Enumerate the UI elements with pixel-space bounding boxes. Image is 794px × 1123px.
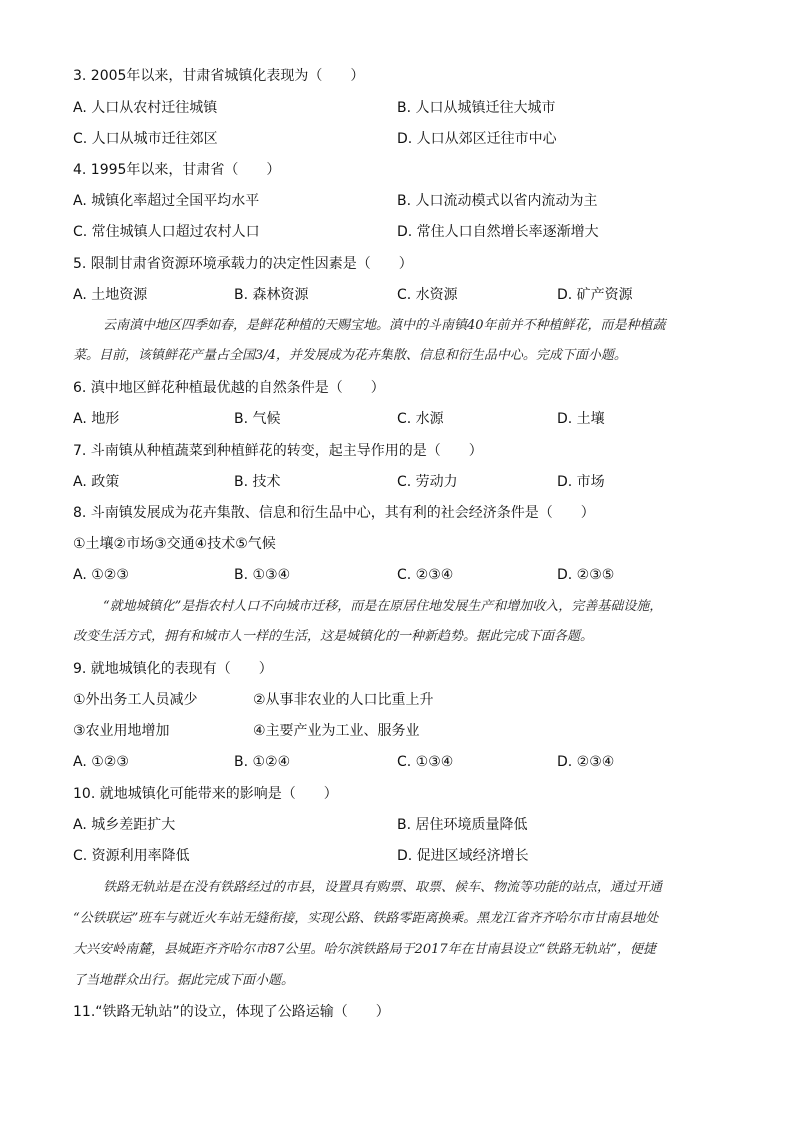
question-8-option-b: B. ①③④	[234, 567, 291, 583]
passage-3-line-2: “公铁联运”班车与就近火车站无缝衔接，实现公路、铁路零距离换乘。黑龙江省齐齐哈尔市甘南县地处	[73, 911, 659, 926]
question-9-stem: 9. 就地城镇化的表现有（ ）	[73, 661, 273, 677]
question-5-stem: 5. 限制甘肃省资源环境承载力的决定性因素是（ ）	[73, 256, 413, 272]
question-8-option-c: C. ②③④	[397, 567, 454, 583]
question-9-condition-4: ④主要产业为工业、服务业	[253, 723, 420, 739]
question-5-option-b: B. 森林资源	[234, 287, 309, 303]
question-7-option-a: A. 政策	[73, 474, 120, 490]
question-9-condition-3: ③农业用地增加	[73, 723, 170, 739]
question-8-conditions: ①土壤②市场③交通④技术⑤气候	[73, 536, 276, 552]
question-5-option-a: A. 土地资源	[73, 287, 148, 303]
question-11-stem: 11.“铁路无轨站”的设立，体现了公路运输（ ）	[73, 1004, 390, 1020]
question-9-option-a: A. ①②③	[73, 754, 129, 770]
question-6-option-d: D. 土壤	[557, 411, 605, 427]
question-6-option-b: B. 气候	[234, 411, 281, 427]
question-3-option-c: C. 人口从城市迁往郊区	[73, 131, 218, 147]
question-9-option-c: C. ①③④	[397, 754, 454, 770]
question-4-option-a: A. 城镇化率超过全国平均水平	[73, 193, 260, 209]
passage-1-line-2: 菜。目前，该镇鲜花产量占全国3/4，并发展成为花卉集散、信息和衍生品中心。完成下面小题。	[73, 348, 627, 363]
question-8-option-d: D. ②③⑤	[557, 567, 615, 583]
question-7-option-c: C. 劳动力	[397, 474, 458, 490]
question-9-option-d: D. ②③④	[557, 754, 615, 770]
question-6-option-c: C. 水源	[397, 411, 444, 427]
question-3-option-b: B. 人口从城镇迁往大城市	[397, 100, 556, 116]
question-9-option-b: B. ①②④	[234, 754, 291, 770]
passage-2-line-2: 改变生活方式，拥有和城市人一样的生活，这是城镇化的一种新趋势。据此完成下面各题。	[73, 629, 594, 644]
question-9-condition-1: ①外出务工人员减少	[73, 692, 198, 708]
question-5-option-d: D. 矿产资源	[557, 287, 633, 303]
passage-3-line-1: 铁路无轨站是在没有铁路经过的市县，设置具有购票、取票、候车、物流等功能的站点，通过开通	[103, 880, 663, 895]
passage-1-line-1: 云南滇中地区四季如春，是鲜花种植的天赐宝地。滇中的斗南镇40年前并不种植鲜花，而是种植蔬	[103, 318, 666, 333]
question-10-option-a: A. 城乡差距扩大	[73, 817, 176, 833]
question-10-option-b: B. 居住环境质量降低	[397, 817, 528, 833]
question-7-option-b: B. 技术	[234, 474, 281, 490]
question-5-option-c: C. 水资源	[397, 287, 458, 303]
question-4-option-d: D. 常住人口自然增长率逐渐增大	[397, 224, 599, 240]
question-4-option-c: C. 常住城镇人口超过农村人口	[73, 224, 260, 240]
question-6-stem: 6. 滇中地区鲜花种植最优越的自然条件是（ ）	[73, 380, 385, 396]
question-8-option-a: A. ①②③	[73, 567, 129, 583]
question-4-option-b: B. 人口流动模式以省内流动为主	[397, 193, 598, 209]
question-6-option-a: A. 地形	[73, 411, 120, 427]
question-10-option-c: C. 资源利用率降低	[73, 848, 190, 864]
question-3-option-a: A. 人口从农村迁往城镇	[73, 100, 218, 116]
question-7-option-d: D. 市场	[557, 474, 605, 490]
passage-2-line-1: “就地城镇化”是指农村人口不向城市迁移，而是在原居住地发展生产和增加收入，完善基础设施，	[103, 599, 663, 614]
question-7-stem: 7. 斗南镇从种植蔬菜到种植鲜花的转变，起主导作用的是（ ）	[73, 443, 483, 459]
passage-3-line-3: 大兴安岭南麓，县城距齐齐哈尔市87公里。哈尔滨铁路局于2017年在甘南县设立“铁路无轨站”，便捷	[73, 942, 656, 957]
question-3-stem: 3. 2005年以来，甘肃省城镇化表现为（ ）	[73, 68, 365, 84]
question-8-stem: 8. 斗南镇发展成为花卉集散、信息和衍生品中心，其有利的社会经济条件是（ ）	[73, 505, 595, 521]
question-3-option-d: D. 人口从郊区迁往市中心	[397, 131, 557, 147]
question-4-stem: 4. 1995年以来，甘肃省（ ）	[73, 162, 281, 178]
question-10-stem: 10. 就地城镇化可能带来的影响是（ ）	[73, 786, 338, 802]
question-9-condition-2: ②从事非农业的人口比重上升	[253, 692, 434, 708]
passage-3-line-4: 了当地群众出行。据此完成下面小题。	[73, 973, 295, 988]
question-10-option-d: D. 促进区域经济增长	[397, 848, 529, 864]
